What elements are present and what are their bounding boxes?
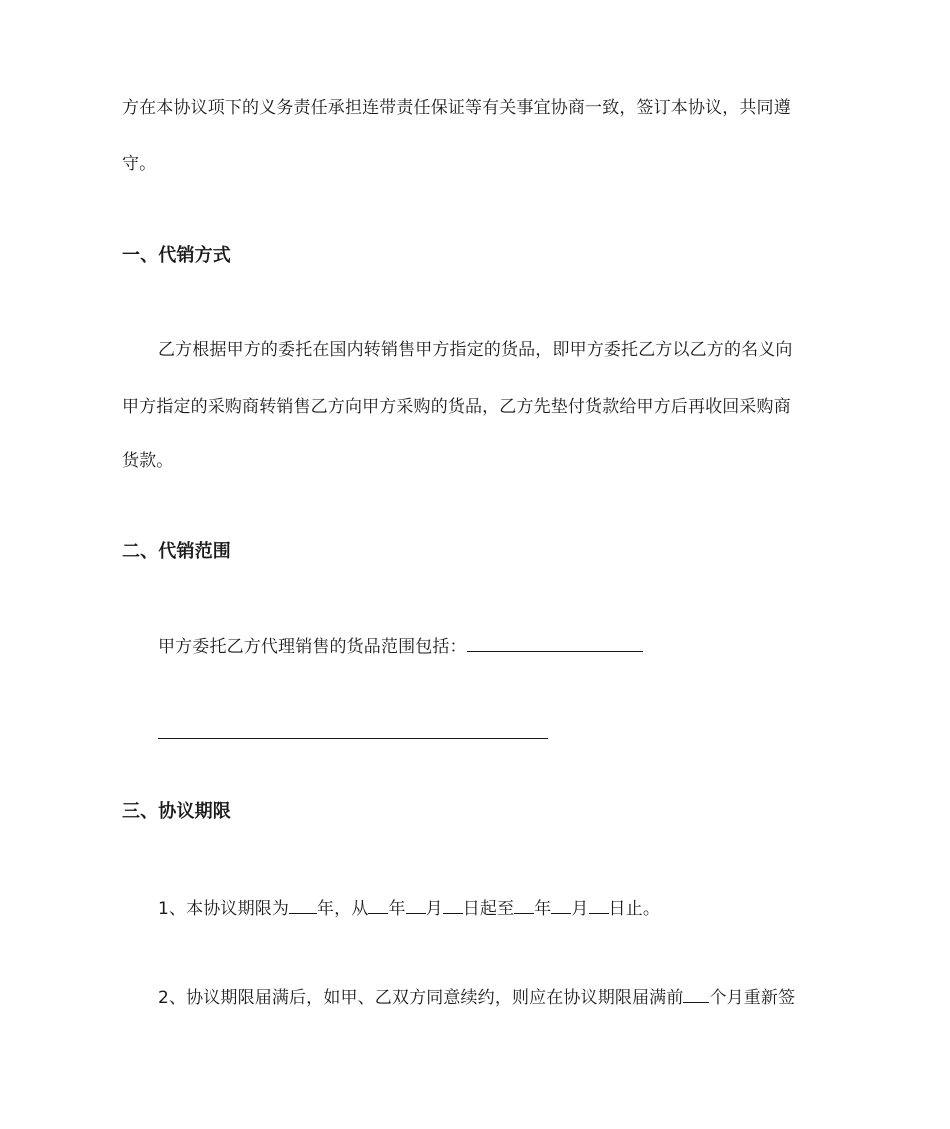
renewal-text-1: 2、协议期限届满后，如甲、乙双方同意续约，则应在协议期限届满前 bbox=[158, 988, 684, 1008]
start-month-blank[interactable] bbox=[406, 895, 426, 914]
term-text-2: 年，从 bbox=[317, 899, 369, 919]
renewal-months-blank[interactable] bbox=[683, 984, 709, 1003]
goods-scope-label: 甲方委托乙方代理销售的货品范围包括： bbox=[158, 637, 467, 657]
end-year-blank[interactable] bbox=[514, 895, 534, 914]
end-day-blank[interactable] bbox=[589, 895, 609, 914]
start-year-blank[interactable] bbox=[368, 895, 388, 914]
section-1-line-3: 货款。 bbox=[122, 451, 174, 471]
term-item-2 bbox=[158, 984, 795, 1010]
section-2-heading: 二、代销范围 bbox=[122, 541, 231, 562]
section-1-line-1: 乙方根据甲方的委托在国内转销售甲方指定的货品，即甲方委托乙方以乙方的名义向 bbox=[158, 340, 793, 360]
term-text-3: 年 bbox=[388, 899, 406, 919]
start-day-blank[interactable] bbox=[443, 895, 463, 914]
goods-scope-blank-line[interactable] bbox=[158, 738, 548, 739]
section-2-line-1 bbox=[158, 633, 643, 659]
term-text-1: 1、本协议期限为 bbox=[158, 899, 290, 919]
section-1-line-2: 甲方指定的采购商转销售乙方向甲方采购的货品，乙方先垫付货款给甲方后再收回采购商 bbox=[122, 397, 791, 417]
intro-line-2: 守。 bbox=[122, 154, 157, 174]
goods-scope-blank[interactable] bbox=[467, 633, 643, 652]
term-item-1 bbox=[158, 895, 660, 921]
section-1-heading: 一、代销方式 bbox=[122, 245, 231, 266]
end-month-blank[interactable] bbox=[551, 895, 571, 914]
term-text-8: 日止。 bbox=[608, 899, 660, 919]
term-text-6: 年 bbox=[534, 899, 552, 919]
section-3-heading: 三、协议期限 bbox=[122, 801, 231, 822]
renewal-text-2: 个月重新签 bbox=[709, 988, 796, 1008]
term-text-7: 月 bbox=[571, 899, 589, 919]
term-text-4: 月 bbox=[425, 899, 443, 919]
term-years-blank[interactable] bbox=[289, 895, 317, 914]
term-text-5: 日起至 bbox=[462, 899, 515, 919]
intro-line-1: 方在本协议项下的义务责任承担连带责任保证等有关事宜协商一致，签订本协议，共同遵 bbox=[122, 98, 791, 118]
